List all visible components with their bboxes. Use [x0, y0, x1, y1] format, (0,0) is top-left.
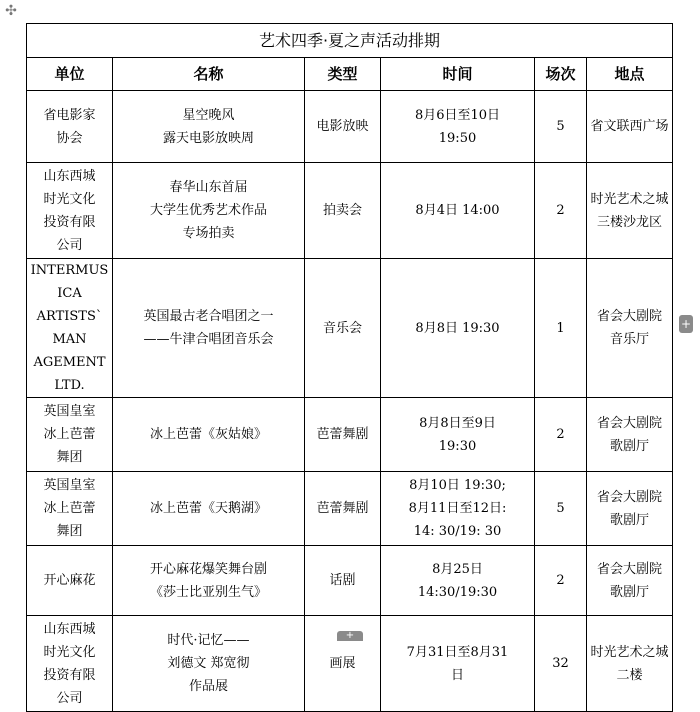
cell-text-line: 8月6日至10日 [414, 107, 501, 123]
cell-time[interactable] [381, 163, 535, 259]
cell-text-line: 英国最古老合唱团之一 [143, 309, 274, 324]
cell-name[interactable] [113, 91, 305, 163]
cell-text-line: 专场拍卖 [182, 226, 235, 241]
cell-text-line: 19:50 [438, 130, 477, 146]
cell-type[interactable]: 画展 [305, 616, 381, 712]
cell-name[interactable] [113, 546, 305, 616]
header-count: 场次 [535, 58, 587, 91]
cell-venue[interactable] [587, 616, 673, 712]
cell-text-line: 冰上芭蕾《天鹅湖》 [149, 501, 267, 516]
header-type: 类型 [305, 58, 381, 91]
cell-name[interactable] [113, 472, 305, 546]
cell-text-line: 省会大剧院 [597, 415, 663, 431]
cell-text-line: 三楼沙龙区 [597, 214, 663, 230]
cell-text-line: 英国皇室 [43, 478, 96, 493]
table-row [27, 91, 673, 163]
cell-text-line: 省会大剧院 [597, 309, 663, 324]
add-column-handle-icon[interactable]: + [680, 317, 692, 331]
cell-text-line: 时光艺术之城 [590, 644, 669, 660]
cell-venue[interactable] [587, 259, 673, 398]
cell-text-line: 省电影家 [43, 107, 96, 123]
table-row [27, 472, 673, 546]
header-time: 时间 [381, 58, 535, 91]
cell-unit[interactable] [27, 259, 113, 398]
cell-text-line: AGEMENT LTD. [33, 355, 106, 393]
cell-text-line: 刘德文 郑宽彻 [167, 656, 250, 671]
header-unit: 单位 [27, 58, 113, 91]
cell-text-line: 歌剧厅 [610, 438, 650, 454]
cell-text-line: 歌剧厅 [610, 584, 650, 600]
cell-count[interactable]: 5 [535, 91, 587, 163]
cell-text-line: 舞团 [56, 450, 83, 465]
table-row [27, 163, 673, 259]
cell-text-line: 8月10日 19:30; [409, 478, 506, 493]
cell-time[interactable] [381, 546, 535, 616]
cell-text-line: 8月8日至9日 [419, 415, 496, 431]
cell-text-line: 时光文化 [43, 191, 96, 207]
cell-text-line: 冰上芭蕾 [43, 427, 96, 442]
cell-time[interactable] [381, 616, 535, 712]
cell-text-line: 8月4日 14:00 [415, 203, 500, 218]
table-row [27, 546, 673, 616]
cell-unit[interactable] [27, 472, 113, 546]
cell-count[interactable]: 32 [535, 616, 587, 712]
cell-text-line: 春华山东首届 [169, 180, 248, 195]
header-name: 名称 [113, 58, 305, 91]
cell-type[interactable]: 音乐会 [305, 259, 381, 398]
cell-text-line: 8月11日至12日: [408, 501, 507, 516]
cell-text-line: 14:30/19:30 [417, 584, 498, 600]
cell-type[interactable]: 话剧 [305, 546, 381, 616]
cell-text-line: 二楼 [616, 667, 643, 683]
cell-text-line: 作品展 [188, 679, 228, 694]
cell-count[interactable]: 2 [535, 398, 587, 472]
cell-text-line: 开心麻花 [43, 573, 96, 588]
cell-time[interactable] [381, 259, 535, 398]
cell-type[interactable]: 电影放映 [305, 91, 381, 163]
cell-time[interactable] [381, 91, 535, 163]
cell-text-line: 公司 [56, 690, 83, 706]
cell-venue[interactable] [587, 91, 673, 163]
cell-text-line: 山东西城 [43, 621, 96, 637]
cell-text-line: 时光艺术之城 [590, 191, 669, 207]
cell-count[interactable]: 5 [535, 472, 587, 546]
table-row [27, 259, 673, 398]
cell-text-line: 时光文化 [43, 644, 96, 660]
cell-text-line: 露天电影放映周 [162, 130, 254, 146]
cell-text-line: ARTISTS`MAN [36, 309, 103, 347]
cell-unit[interactable] [27, 163, 113, 259]
cell-text-line: 7月31日至8月31 [406, 644, 509, 660]
header-venue: 地点 [587, 58, 673, 91]
cell-text-line: 投资有限 [43, 667, 96, 683]
cell-text-line: 8月25日 [432, 561, 483, 577]
cell-text-line: 歌剧厅 [610, 512, 650, 528]
table-move-handle-icon[interactable]: ✣ [5, 3, 17, 19]
cell-name[interactable] [113, 616, 305, 712]
cell-name[interactable] [113, 398, 305, 472]
cell-type[interactable]: 芭蕾舞剧 [305, 472, 381, 546]
cell-text-line: 《莎士比亚别生气》 [149, 584, 267, 600]
cell-text-line: 日 [450, 667, 464, 683]
title-row [27, 24, 673, 58]
cell-text-line: 音乐厅 [610, 332, 650, 347]
table-row [27, 398, 673, 472]
cell-type[interactable]: 芭蕾舞剧 [305, 398, 381, 472]
cell-unit[interactable] [27, 91, 113, 163]
cell-count[interactable]: 2 [535, 163, 587, 259]
cell-venue[interactable] [587, 472, 673, 546]
cell-text-line: 舞团 [56, 524, 83, 539]
cell-venue[interactable] [587, 546, 673, 616]
cell-text-line: 大学生优秀艺术作品 [149, 203, 267, 218]
cell-text-line: 英国皇室 [43, 404, 96, 419]
cell-unit[interactable] [27, 616, 113, 712]
cell-text-line: 省会大剧院 [597, 561, 663, 577]
cell-text-line: 公司 [56, 237, 83, 253]
cell-text-line: 8月8日 19:30 [415, 320, 500, 336]
cell-text-line: ——牛津合唱团音乐会 [143, 332, 274, 347]
cell-unit[interactable] [27, 546, 113, 616]
cell-text-line: 14: 30/19: 30 [413, 524, 502, 539]
cell-text-line: 星空晚风 [182, 107, 235, 123]
schedule-table [26, 23, 673, 712]
cell-name[interactable] [113, 259, 305, 398]
cell-time[interactable] [381, 398, 535, 472]
cell-count[interactable]: 2 [535, 546, 587, 616]
cell-text-line: 协会 [56, 130, 83, 146]
cell-text-line: 省文联西广场 [590, 119, 669, 134]
cell-venue[interactable] [587, 163, 673, 259]
cell-text-line: 时代·记忆—— [167, 633, 250, 648]
cell-count[interactable]: 1 [535, 259, 587, 398]
add-row-handle-icon[interactable]: + [337, 631, 363, 641]
cell-unit[interactable] [27, 398, 113, 472]
cell-text-line: INTERMUSICA [30, 263, 109, 301]
cell-text-line: 冰上芭蕾《灰姑娘》 [149, 427, 267, 442]
cell-name[interactable] [113, 163, 305, 259]
cell-venue[interactable] [587, 398, 673, 472]
cell-text-line: 投资有限 [43, 214, 96, 230]
cell-time[interactable] [381, 472, 535, 546]
header-row [27, 58, 673, 91]
cell-text-line: 开心麻花爆笑舞台剧 [149, 561, 267, 577]
cell-text-line: 冰上芭蕾 [43, 501, 96, 516]
table-title: 艺术四季·夏之声活动排期 [27, 24, 673, 58]
cell-text-line: 山东西城 [43, 168, 96, 184]
cell-type[interactable]: 拍卖会 [305, 163, 381, 259]
cell-text-line: 19:30 [438, 438, 477, 454]
cell-text-line: 省会大剧院 [597, 489, 663, 505]
